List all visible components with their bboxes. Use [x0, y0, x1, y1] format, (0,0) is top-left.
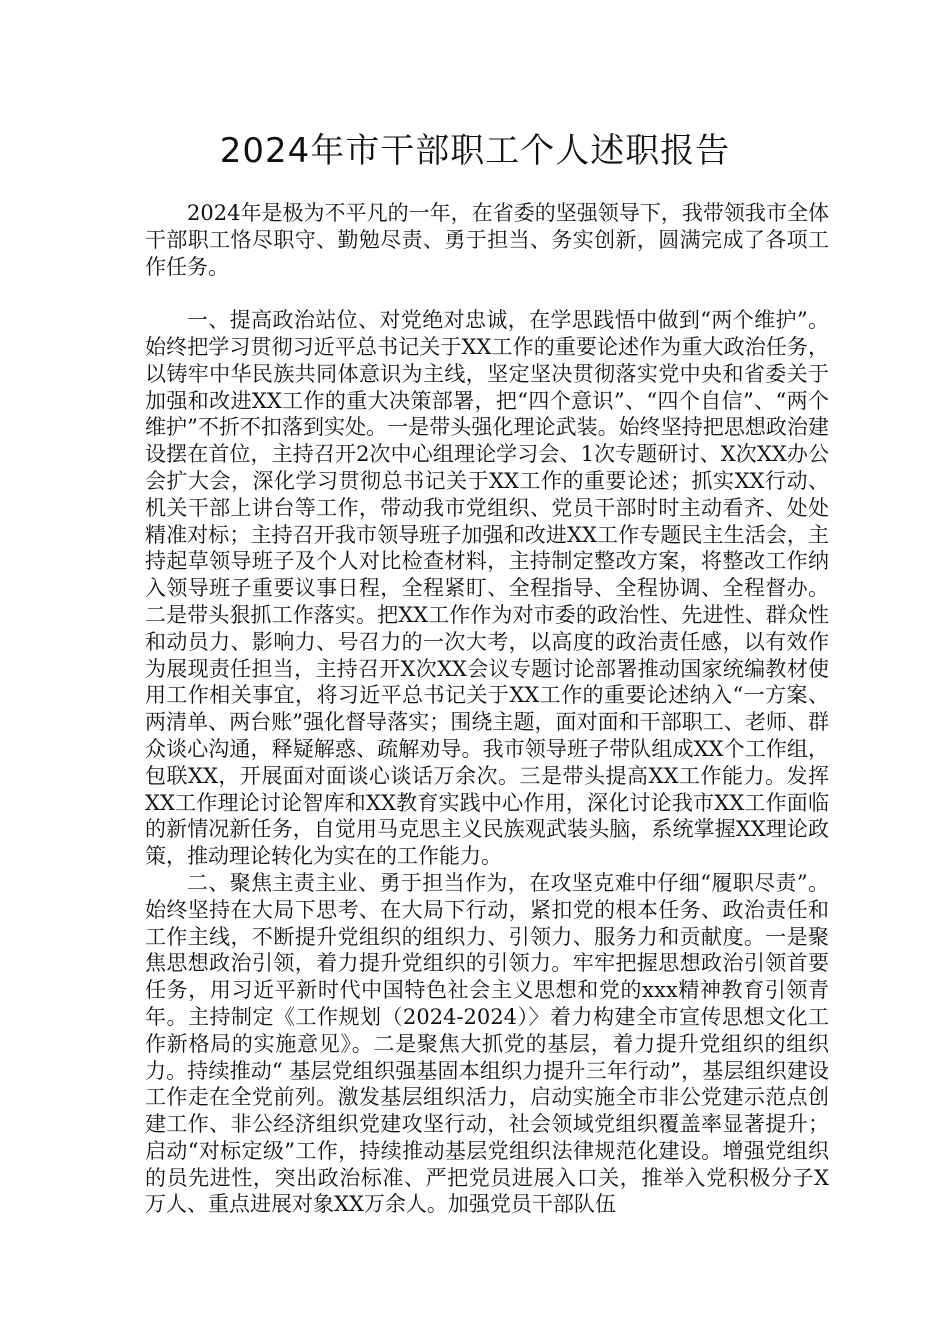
- page-title: 2024年市干部职工个人述职报告: [219, 131, 731, 171]
- section-two-paragraph: 二、聚焦主责主业、勇于担当作为，在攻坚克难中仔细“履职尽责”。始终坚持在大局下思考、在大局下行动，紧扣党的根本任务、政治责任和工作主线，不断提升党组织的组织力、引领力、服务力和贡献度。一是聚焦思想政治引领，着力提升党组织的引领力。牢牢把握思想政治引领首要任务，用习近平新时代中国特色社会主义思想和党的xxx精神教育引领青年。主持制定《工作规划（2024-2024）〉着力构建全市宣传思想文化工作新格局的实施意见》。二是聚焦大抓党的基层，着力提升党组织的组织力。持续推动“ 基层党组织强基固本组织力提升三年行动”，基层组织建设工作走在全党前列。激发基层组织活力，启动实施全市非公党建示范点创建工作、非公经济组织党建攻坚行动，社会领域党组织覆盖率显著提升；启动“对标定级”工作，持续推动基层党组织法律规范化建设。增强党组织的员先进性，突出政治标准、严把党员进展入口关，推举入党积极分子X万人、重点进展对象XX万余人。加强党员干部队伍: [145, 870, 829, 1217]
- section-one-paragraph: 一、提高政治站位、对党绝对忠诚，在学思践悟中做到“两个维护”。始终把学习贯彻习近平总书记关于XX工作的重要论述作为重大政治任务，以铸牢中华民族共同体意识为主线，坚定坚决贯彻落实党中央和省委关于加强和改进XX工作的重大决策部署，把“四个意识”、“四个自信”、“两个维护”不折不扣落到实处。一是带头强化理论武装。始终坚持把思想政治建设摆在首位，主持召开2次中心组理论学习会、1次专题研讨、X次XX办公会扩大会，深化学习贯彻总书记关于XX工作的重要论述；抓实XX行动、机关干部上讲台等工作，带动我市党组织、党员干部时时主动看齐、处处精准对标；主持召开我市领导班子加强和改进XX工作专题民主生活会，主持起草领导班子及个人对比检查材料，主持制定整改方案，将整改工作纳入领导班子重要议事日程，全程紧盯、全程指导、全程协调、全程督办。二是带头狠抓工作落实。把XX工作作为对市委的政治性、先进性、群众性和动员力、影响力、号召力的一次大考，以高度的政治责任感，以有效作为展现责任担当，主持召开X次XX会议专题讨论部署推动国家统编教材使用工作相关事宜，将习近平总书记关于XX工作的重要论述纳入“一方案、两清单、两台账”强化督导落实；围绕主题，面对面和干部职工、老师、群众谈心沟通，释疑解惑、疏解劝导。我市领导班子带队组成XX个工作组，包联XX，开展面对面谈心谈话万余次。三是带头提高XX工作能力。发挥XX工作理论讨论智库和XX教育实践中心作用，深化讨论我市XX工作面临的新情况新任务，自觉用马克思主义民族观武装头脑，系统掌握XX理论政策，推动理论转化为实在的工作能力。: [145, 308, 829, 869]
- document-body: [145, 200, 829, 1218]
- intro-paragraph: 2024年是极为不平凡的一年，在省委的坚强领导下，我带领我市全体干部职工恪尽职守、勤勉尽责、勇于担当、务实创新，圆满完成了各项工作任务。: [145, 201, 829, 279]
